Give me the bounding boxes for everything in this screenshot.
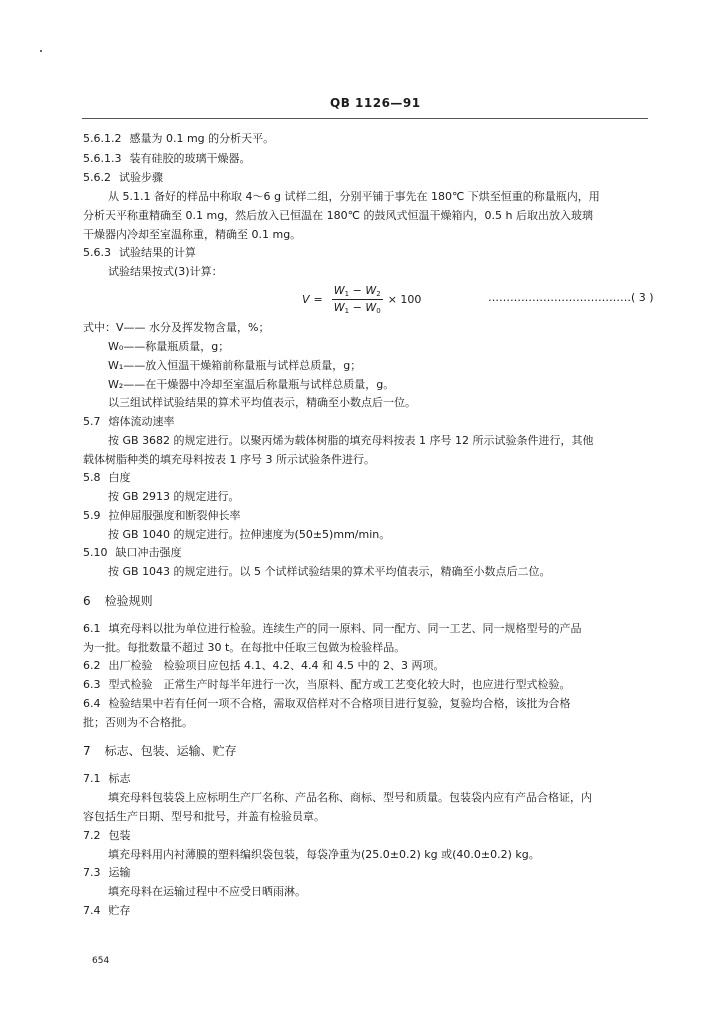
section-7-heading: 7 标志、包装、运输、贮存 [83, 744, 237, 758]
line-57: 5.7 熔体流动速率 [83, 415, 175, 428]
equation-number: …………………………………( 3 ) [488, 291, 654, 304]
line-72-p1: 填充母料用内衬薄膜的塑料编织袋包装，每袋净重为(25.0±0.2) kg 或(40.0±0.2) kg。 [108, 848, 540, 861]
line-71: 7.1 标志 [83, 772, 131, 785]
line-563-p1: 试验结果按式(3)计算： [108, 265, 223, 278]
formula-3 [302, 282, 421, 316]
line-61: 6.1 填充母料以批为单位进行检验。连续生产的同一原料、同一配方、同一工艺、同一规格型号的产品 [83, 622, 582, 635]
section-6-heading: 6 检验规则 [83, 594, 153, 608]
line-74: 7.4 贮存 [83, 904, 131, 917]
line-where: 式中：V—— 水分及挥发物含量，%； [83, 321, 270, 334]
formula-denominator: $W_1 - W_0$ [333, 300, 381, 315]
line-71-p1: 填充母料包装袋上应标明生产厂名称、产品名称、商标、型号和质量。包装袋内应有产品合格证，内 [108, 791, 592, 804]
line-64-p2: 批；否则为不合格批。 [83, 716, 193, 729]
line-563: 5.6.3 试验结果的计算 [83, 246, 196, 259]
line-62: 6.2 出厂检验 检验项目应包括 4.1、4.2、4.4 和 4.5 中的 2、3 两项。 [83, 659, 445, 672]
line-562-p2: 分析天平称重精确至 0.1 mg，然后放入已恒温在 180℃ 的鼓风式恒温干燥箱内，0.5 h 后取出放入玻璃 [83, 209, 593, 222]
line-71-p2: 容包括生产日期、型号和批号，并盖有检验员章。 [83, 810, 325, 823]
scan-speck [40, 50, 42, 52]
line-73-p1: 填充母料在运输过程中不应受日晒雨淋。 [108, 885, 306, 898]
line-59: 5.9 拉伸屈服强度和断裂伸长率 [83, 509, 241, 522]
line-5612: 5.6.1.2 感量为 0.1 mg 的分析天平。 [83, 132, 275, 145]
line-w0: W₀——称量瓶质量，g； [108, 340, 230, 353]
line-w2: W₂——在干燥器中冷却至室温后称量瓶与试样总质量，g。 [108, 378, 395, 391]
line-57-p1: 按 GB 3682 的规定进行。以聚丙烯为载体树脂的填充母料按表 1 序号 12 所示试验条件进行，其他 [108, 434, 594, 447]
page-header: QB 1126—91 [330, 96, 421, 110]
line-61-p2: 为一批。每批数量不超过 30 t。在每批中任取三包做为检验样品。 [83, 641, 406, 654]
line-73: 7.3 运输 [83, 866, 131, 879]
line-5613: 5.6.1.3 装有硅胶的玻璃干燥器。 [83, 152, 251, 165]
line-562: 5.6.2 试验步骤 [83, 171, 163, 184]
line-58-p1: 按 GB 2913 的规定进行。 [108, 490, 240, 503]
line-72: 7.2 包装 [83, 829, 131, 842]
header-rule [82, 118, 648, 119]
line-58: 5.8 白度 [83, 471, 131, 484]
page-number: 654 [92, 956, 110, 966]
line-57-p2: 载体树脂种类的填充母料按表 1 序号 3 所示试验条件进行。 [83, 453, 375, 466]
formula-eq: = [313, 292, 323, 306]
formula-times: × 100 [387, 292, 422, 306]
line-510-p1: 按 GB 1043 的规定进行。以 5 个试样试验结果的算术平均值表示，精确至小数点后二位。 [108, 565, 551, 578]
line-avg: 以三组试样试验结果的算术平均值表示，精确至小数点后一位。 [108, 396, 416, 409]
line-562-p3: 干燥器内冷却至室温称重，精确至 0.1 mg。 [83, 228, 302, 241]
line-562-p1: 从 5.1.1 备好的样品中称取 4～6 g 试样二组，分别平铺于事先在 180℃ 下烘至恒重的称量瓶内，用 [108, 190, 600, 203]
formula-fraction [332, 284, 383, 315]
line-w1: W₁——放入恒温干燥箱前称量瓶与试样总质量，g； [108, 359, 362, 372]
formula-lhs: V [302, 292, 310, 306]
line-64: 6.4 检验结果中若有任何一项不合格，需取双倍样对不合格项目进行复验，复验均合格，该批为合格 [83, 697, 571, 710]
line-63: 6.3 型式检验 正常生产时每半年进行一次，当原料、配方或工艺变化较大时，也应进行型式检验。 [83, 678, 571, 691]
line-510: 5.10 缺口冲击强度 [83, 546, 182, 559]
formula-numerator: $W_1 - W_2$ [333, 283, 381, 298]
line-59-p1: 按 GB 1040 的规定进行。拉伸速度为(50±5)mm/min。 [108, 528, 391, 541]
